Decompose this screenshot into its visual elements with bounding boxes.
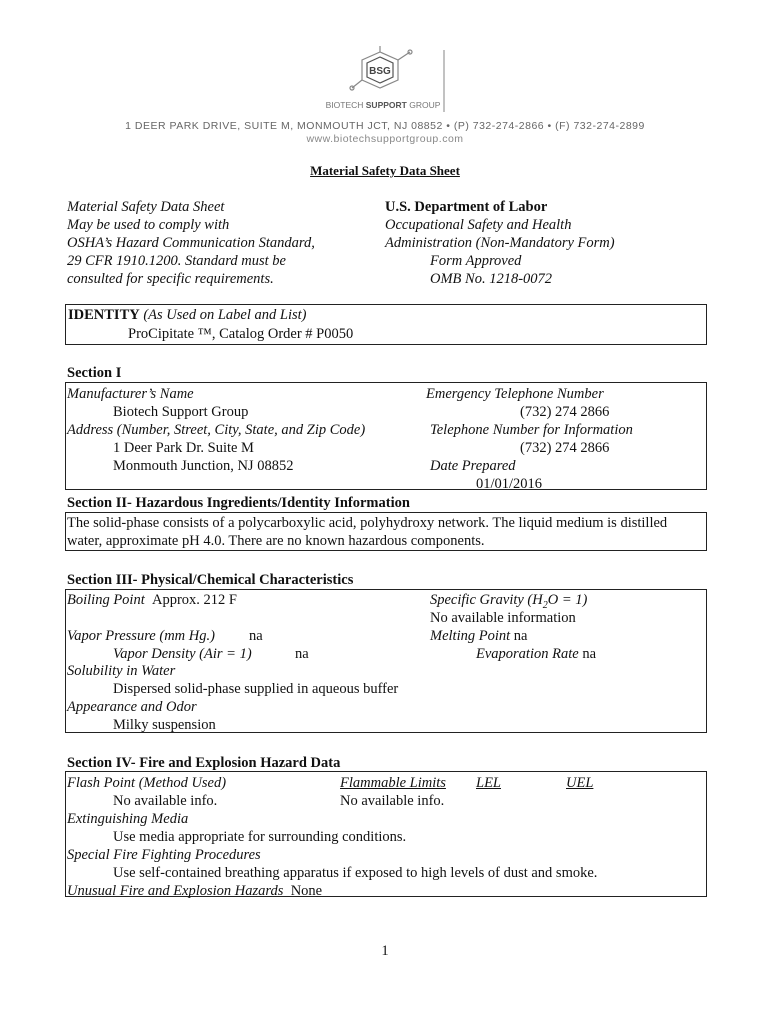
uel-label: UEL (566, 775, 594, 791)
intro-left-line: Material Safety Data Sheet (67, 199, 225, 215)
intro-left-line: OSHA’s Hazard Communication Standard, (67, 235, 315, 251)
logo-text: BSG (369, 66, 391, 77)
company-logo (318, 46, 448, 114)
solubility-value: Dispersed solid-phase supplied in aqueous buffer (113, 681, 399, 697)
flash-point-label: Flash Point (Method Used) (67, 775, 227, 791)
company-website: www.biotechsupportgroup.com (306, 133, 464, 145)
vapor-density-value: na (295, 646, 309, 662)
section3-heading: Section III- Physical/Chemical Characteristics (67, 572, 354, 588)
address-line1: 1 Deer Park Dr. Suite M (113, 440, 254, 456)
document-title: Material Safety Data Sheet (310, 163, 460, 178)
unusual-hazards-line (67, 882, 322, 900)
address-label: Address (Number, Street, City, State, and Zip Code) (67, 422, 366, 438)
manufacturer-label: Manufacturer’s Name (67, 386, 194, 402)
melting-point-value: na (513, 628, 528, 644)
intro-right-heading: U.S. Department of Labor (385, 199, 548, 215)
vapor-pressure-label: Vapor Pressure (mm Hg.) (67, 628, 215, 644)
unusual-hazards-value: None (290, 883, 323, 899)
solubility-label: Solubility in Water (67, 663, 176, 679)
emergency-value: (732) 274 2866 (520, 404, 610, 420)
emergency-label: Emergency Telephone Number (426, 386, 604, 402)
logo-caption: BIOTECH SUPPORT GROUP (325, 100, 441, 110)
evaporation-rate-line (476, 645, 596, 663)
boiling-point-label: Boiling Point (67, 592, 145, 608)
intro-left-line: consulted for specific requirements. (67, 271, 274, 287)
telephone-label: Telephone Number for Information (430, 422, 633, 438)
evaporation-rate-label: Evaporation Rate (476, 646, 579, 662)
section1-heading: Section I (67, 365, 122, 381)
boiling-point-line (67, 591, 237, 609)
identity-label: IDENTITY (68, 307, 140, 323)
address-line2: Monmouth Junction, NJ 08852 (113, 458, 294, 474)
section2-line1: The solid-phase consists of a polycarboxylic acid, polyhydroxy network. The liquid medium is distilled (67, 515, 668, 531)
identity-note: (As Used on Label and List) (139, 307, 307, 323)
company-address: 1 DEER PARK DRIVE, SUITE M, MONMOUTH JCT, NJ 08852 • (P) 732-274-2866 • (F) 732-274-2899 (125, 120, 645, 132)
date-label: Date Prepared (430, 458, 516, 474)
boiling-point-value: Approx. 212 F (151, 592, 237, 608)
section4-heading: Section IV- Fire and Explosion Hazard Data (67, 755, 341, 771)
unusual-hazards-label: Unusual Fire and Explosion Hazards (67, 883, 284, 899)
intro-right-line: OMB No. 1218-0072 (430, 271, 553, 287)
melting-point-line (430, 627, 527, 645)
intro-left-line: May be used to comply with (67, 217, 230, 233)
flammable-limits-value: No available info. (340, 793, 445, 809)
intro-right-line: Administration (Non-Mandatory Form) (385, 235, 615, 251)
appearance-label: Appearance and Odor (67, 699, 197, 715)
vapor-density-label: Vapor Density (Air = 1) (113, 646, 252, 662)
date-value: 01/01/2016 (476, 476, 543, 492)
identity-value: ProCipitate ™, Catalog Order # P0050 (128, 326, 354, 342)
melting-point-label: Melting Point (430, 628, 511, 644)
flammable-limits-label: Flammable Limits (340, 775, 446, 791)
specific-gravity-value: No available information (430, 610, 576, 626)
appearance-value: Milky suspension (113, 717, 216, 733)
special-procedures-label: Special Fire Fighting Procedures (67, 847, 261, 863)
specific-gravity-label: Specific Gravity $(H_2O = 1)$ (430, 592, 588, 611)
lel-label: LEL (476, 775, 501, 791)
extinguishing-media-value: Use media appropriate for surrounding conditions. (113, 829, 407, 845)
section2-line2: water, approximate pH 4.0. There are no known hazardous components. (67, 533, 485, 549)
page-number: 1 (381, 943, 389, 959)
intro-left-line: 29 CFR 1910.1200. Standard must be (67, 253, 286, 269)
vapor-pressure-value: na (249, 628, 263, 644)
intro-left (67, 198, 315, 288)
identity-label-line (68, 306, 306, 324)
section2-heading: Section II- Hazardous Ingredients/Identity Information (67, 495, 410, 511)
intro-right-line: Occupational Safety and Health (385, 217, 572, 233)
extinguishing-media-label: Extinguishing Media (67, 811, 189, 827)
telephone-value: (732) 274 2866 (520, 440, 610, 456)
intro-right (385, 198, 615, 288)
intro-right-line: Form Approved (430, 253, 522, 269)
manufacturer-value: Biotech Support Group (113, 404, 249, 420)
special-procedures-value: Use self-contained breathing apparatus if exposed to high levels of dust and smoke. (113, 865, 598, 881)
evaporation-rate-value: na (582, 646, 597, 662)
flash-point-value: No available info. (113, 793, 218, 809)
